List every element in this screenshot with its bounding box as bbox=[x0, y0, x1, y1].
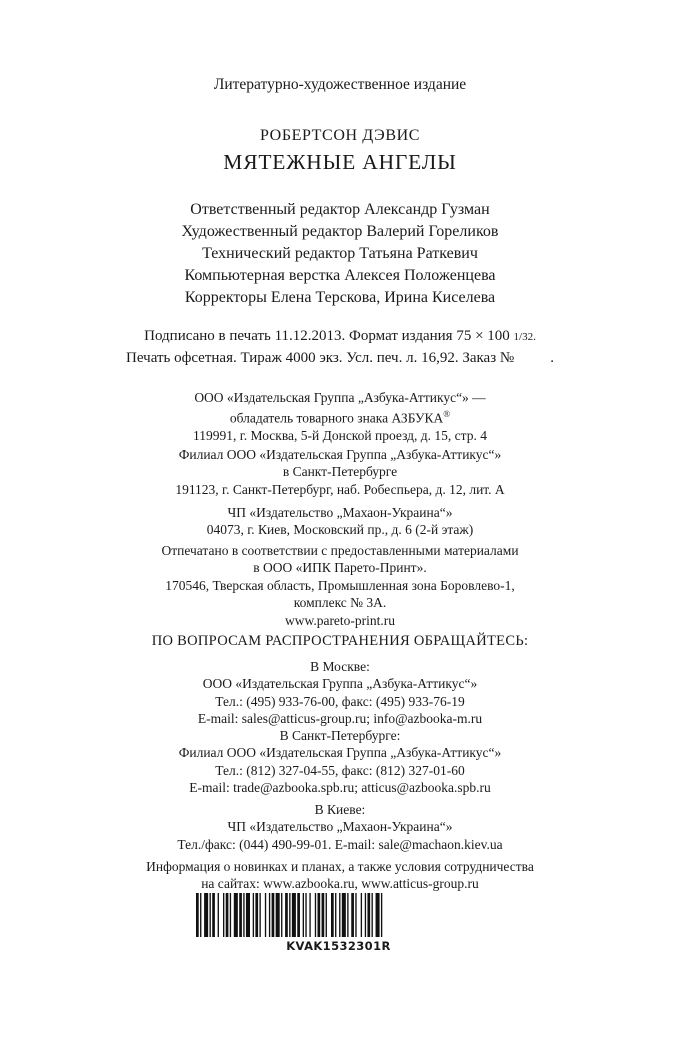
barcode-bar bbox=[315, 893, 316, 937]
credit-line: Компьютерная верстка Алексея Положенцева bbox=[184, 267, 496, 284]
barcode-bar bbox=[365, 893, 366, 937]
barcode-bar bbox=[255, 893, 258, 937]
barcode-bar bbox=[200, 893, 201, 937]
print-info: Подписано в печать 11.12.2013. Формат издания 75 × 100 1/32. Печать офсетная. Тираж 4000 экз. Усл. печ. л. 16,92. Заказ № . bbox=[126, 328, 554, 366]
printer-block: Отпечатано в соответствии с предоставленными материалами в ООО «ИПК Парето-Принт». 170546, Тверская область, Промышленная зона Боровлево-1, комплекс № 3А. www.pareto-print.ru bbox=[0, 542, 680, 629]
spb-branch-block: Филиал ООО «Издательская Группа „Азбука-Аттикус“» в Санкт-Петербурге 191123, г. Санкт-Петербург, наб. Робеспьера, д. 12, лит. А bbox=[175, 447, 505, 497]
spb-contacts: В Санкт-Петербурге: Филиал ООО «Издательская Группа „Азбука-Аттикус“» Тел.: (812) 327-04-55, факс: (812) 327-01-60 E-mail: trade@azbooka.spb.ru; atticus@azbooka.spb.ru bbox=[178, 728, 502, 796]
barcode-bar bbox=[204, 893, 208, 937]
ukraine-block: ЧП «Издательство „Махаон-Украина“» 04073, г. Киев, Московский пр., д. 6 (2-й этаж) bbox=[206, 505, 474, 538]
barcode-bar bbox=[297, 893, 300, 937]
barcode-bar bbox=[305, 893, 306, 937]
barcode-bar bbox=[339, 893, 340, 937]
book-title: МЯТЕЖНЫЕ АНГЕЛЫ bbox=[223, 150, 457, 174]
moscow-contacts: В Москве: ООО «Издательская Группа „Азбука-Аттикус“» Тел.: (495) 933-76-00, факс: (495) 933-76-19 E-mail: sales@atticus-group.ru; info@azbooka-m.ru bbox=[197, 659, 483, 727]
barcode-bar bbox=[259, 893, 260, 937]
barcode-bar bbox=[351, 893, 354, 937]
barcode-bar bbox=[265, 893, 266, 937]
barcode-bar bbox=[322, 893, 325, 937]
barcode-bar bbox=[376, 893, 380, 937]
barcode-bar bbox=[285, 893, 288, 937]
credit-line: Корректоры Елена Терскова, Ирина Киселева bbox=[184, 289, 496, 306]
credit-line: Художественный редактор Валерий Гореликов bbox=[181, 223, 499, 240]
barcode-bar bbox=[210, 893, 211, 937]
barcode-bar bbox=[223, 893, 224, 937]
barcode-bar bbox=[230, 893, 231, 937]
credits-list bbox=[0, 199, 680, 309]
barcode-bar bbox=[218, 893, 219, 937]
barcode-text: KVAK1532301R bbox=[286, 939, 391, 953]
print-info-line2: Печать офсетная. Тираж 4000 экз. Усл. печ. л. 16,92. Заказ № bbox=[126, 350, 515, 366]
barcode-bar bbox=[212, 893, 215, 937]
distribution-heading: ПО ВОПРОСАМ РАСПРОСТРАНЕНИЯ ОБРАЩАЙТЕСЬ: bbox=[151, 633, 529, 649]
barcode-bar bbox=[361, 893, 362, 937]
barcode-bar bbox=[253, 893, 254, 937]
barcode-bar bbox=[303, 893, 304, 937]
barcode-bar bbox=[246, 893, 250, 937]
barcode-bar bbox=[234, 893, 238, 937]
barcode-bar bbox=[269, 893, 270, 937]
barcode-bar bbox=[272, 893, 275, 937]
barcode bbox=[196, 893, 481, 957]
barcode-bar bbox=[326, 893, 327, 937]
barcode-bar bbox=[196, 893, 199, 937]
trademark-symbol: ® bbox=[443, 409, 451, 420]
barcode-bar bbox=[347, 893, 348, 937]
barcode-bar bbox=[381, 893, 382, 937]
barcode-bars bbox=[196, 893, 481, 937]
printer-website: www.pareto-print.ru bbox=[284, 612, 396, 628]
barcode-bar bbox=[335, 893, 336, 937]
barcode-bar bbox=[331, 893, 334, 937]
info-block: Информация о новинках и планах, а также условия сотрудничества на сайтах: www.azbooka.ru, www.atticus-group.ru bbox=[146, 859, 534, 892]
barcode-bar bbox=[243, 893, 244, 937]
barcode-bar bbox=[318, 893, 321, 937]
format-fraction: 1/32. bbox=[513, 331, 536, 343]
barcode-bar bbox=[239, 893, 242, 937]
publisher-block: ООО «Издательская Группа „Азбука-Аттикус“» — обладатель товарного знака АЗБУКА® 119991, г. Москва, 5-й Донской проезд, д. 15, стр. 4 bbox=[193, 390, 487, 444]
barcode-bar bbox=[289, 893, 290, 937]
barcode-bar bbox=[292, 893, 296, 937]
barcode-bar bbox=[367, 893, 370, 937]
barcode-bar bbox=[276, 893, 280, 937]
author-name: РОБЕРТСОН ДЭВИС bbox=[259, 127, 421, 144]
barcode-bar bbox=[355, 893, 356, 937]
barcode-bar bbox=[372, 893, 373, 937]
barcode-bar bbox=[226, 893, 229, 937]
credit-line: Ответственный редактор Александр Гузман bbox=[190, 201, 490, 218]
edition-type: Литературно-художественное издание bbox=[213, 76, 467, 93]
credit-line: Технический редактор Татьяна Раткевич bbox=[202, 245, 478, 262]
barcode-bar bbox=[309, 893, 310, 937]
kiev-contacts: В Киеве: ЧП «Издательство „Махаон-Украина“» Тел./факс: (044) 490-99-01. E-mail: sale@machaon.kiev.ua bbox=[177, 802, 503, 852]
print-info-line1: Подписано в печать 11.12.2013. Формат издания 75 × 100 bbox=[144, 328, 510, 344]
barcode-bar bbox=[342, 893, 346, 937]
barcode-bar bbox=[281, 893, 282, 937]
